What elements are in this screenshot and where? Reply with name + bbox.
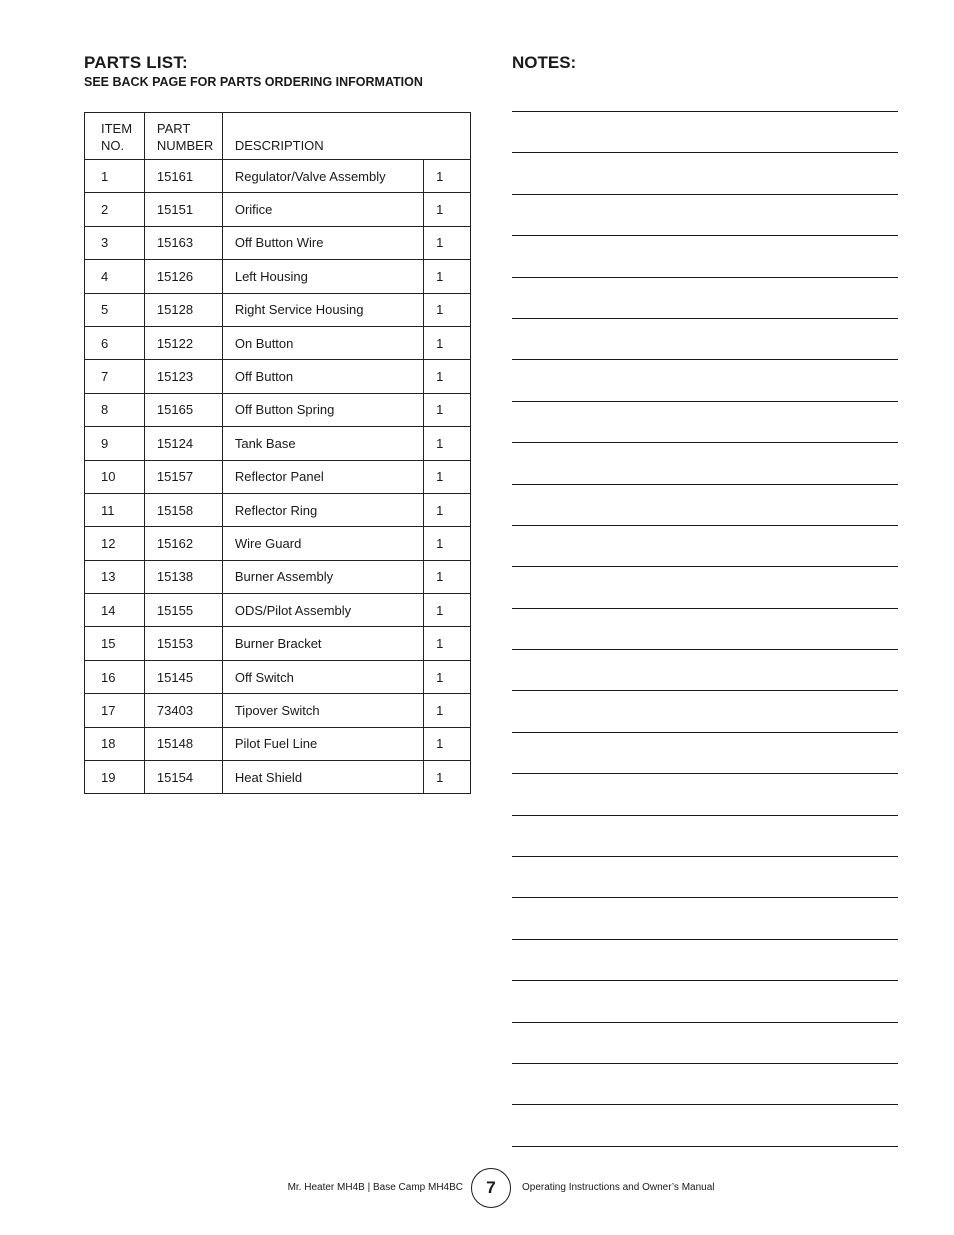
parts-list-title: PARTS LIST:: [84, 53, 188, 72]
cell-quantity: 1: [424, 160, 471, 193]
cell-quantity: 1: [424, 393, 471, 426]
note-line: [512, 856, 898, 857]
cell-quantity: 1: [424, 360, 471, 393]
note-line: [512, 980, 898, 981]
table-row: [85, 493, 471, 526]
cell-part-number: 15148: [144, 727, 222, 760]
note-line: [512, 152, 898, 153]
header-item-line2: NO.: [101, 138, 125, 153]
cell-quantity: 1: [424, 660, 471, 693]
cell-part-number: 15163: [144, 226, 222, 259]
table-row: [85, 260, 471, 293]
cell-quantity: 1: [424, 427, 471, 460]
table-row: [85, 427, 471, 460]
cell-item-no: 6: [85, 326, 145, 359]
table-row: [85, 460, 471, 493]
notes-title: NOTES:: [512, 53, 577, 72]
table-row: [85, 393, 471, 426]
table-row: [85, 193, 471, 226]
cell-part-number: 15123: [144, 360, 222, 393]
note-line: [512, 815, 898, 816]
cell-item-no: 14: [85, 594, 145, 627]
note-line: [512, 732, 898, 733]
header-description-label: DESCRIPTION: [234, 138, 324, 153]
note-line: [512, 525, 898, 526]
note-line: [512, 690, 898, 691]
cell-item-no: 5: [85, 293, 145, 326]
cell-description: Burner Assembly: [222, 560, 423, 593]
table-row: [85, 326, 471, 359]
note-line: [512, 1104, 898, 1105]
parts-list-subtitle: SEE BACK PAGE FOR PARTS ORDERING INFORMATION: [84, 75, 423, 89]
header-part-line1: PART: [156, 121, 191, 136]
cell-item-no: 2: [85, 193, 145, 226]
cell-description: Off Button: [222, 360, 423, 393]
cell-description: Left Housing: [222, 260, 423, 293]
cell-quantity: 1: [424, 326, 471, 359]
cell-item-no: 16: [85, 660, 145, 693]
note-line: [512, 359, 898, 360]
cell-quantity: 1: [424, 260, 471, 293]
note-line: [512, 401, 898, 402]
cell-part-number: 73403: [144, 694, 222, 727]
header-item-no: [85, 113, 145, 160]
cell-part-number: 15154: [144, 761, 222, 794]
cell-description: Off Button Spring: [222, 393, 423, 426]
table-row: [85, 560, 471, 593]
note-line: [512, 442, 898, 443]
cell-description: Tipover Switch: [222, 694, 423, 727]
table-row: [85, 360, 471, 393]
table-row: [85, 660, 471, 693]
table-row: [85, 527, 471, 560]
cell-part-number: 15153: [144, 627, 222, 660]
table-row: [85, 694, 471, 727]
cell-item-no: 17: [85, 694, 145, 727]
header-description: [222, 113, 470, 160]
cell-description: Off Switch: [222, 660, 423, 693]
cell-quantity: 1: [424, 527, 471, 560]
cell-description: Wire Guard: [222, 527, 423, 560]
table-row: [85, 761, 471, 794]
note-line: [512, 111, 898, 112]
cell-description: Reflector Panel: [222, 460, 423, 493]
cell-item-no: 18: [85, 727, 145, 760]
cell-quantity: 1: [424, 694, 471, 727]
table-row: [85, 594, 471, 627]
page-number: 7: [471, 1168, 511, 1208]
cell-item-no: 10: [85, 460, 145, 493]
cell-item-no: 11: [85, 493, 145, 526]
note-line: [512, 566, 898, 567]
cell-quantity: 1: [424, 627, 471, 660]
cell-description: Orifice: [222, 193, 423, 226]
cell-part-number: 15157: [144, 460, 222, 493]
table-row: [85, 226, 471, 259]
header-item-line1: ITEM: [101, 121, 133, 136]
cell-part-number: 15155: [144, 594, 222, 627]
note-line: [512, 484, 898, 485]
cell-item-no: 4: [85, 260, 145, 293]
cell-item-no: 1: [85, 160, 145, 193]
header-part-number: [144, 113, 222, 160]
page-footer: [0, 1168, 954, 1210]
cell-part-number: 15124: [144, 427, 222, 460]
cell-description: Pilot Fuel Line: [222, 727, 423, 760]
cell-quantity: 1: [424, 226, 471, 259]
note-line: [512, 318, 898, 319]
cell-item-no: 8: [85, 393, 145, 426]
cell-item-no: 3: [85, 226, 145, 259]
cell-description: Right Service Housing: [222, 293, 423, 326]
note-line: [512, 1022, 898, 1023]
cell-description: Off Button Wire: [222, 226, 423, 259]
note-line: [512, 235, 898, 236]
note-line: [512, 1063, 898, 1064]
note-line: [512, 194, 898, 195]
cell-part-number: 15128: [144, 293, 222, 326]
note-line: [512, 897, 898, 898]
note-line: [512, 277, 898, 278]
cell-description: On Button: [222, 326, 423, 359]
table-row: [85, 727, 471, 760]
parts-table-header-row: [85, 113, 471, 160]
cell-part-number: 15165: [144, 393, 222, 426]
cell-part-number: 15158: [144, 493, 222, 526]
table-row: [85, 160, 471, 193]
cell-description: ODS/Pilot Assembly: [222, 594, 423, 627]
cell-part-number: 15162: [144, 527, 222, 560]
cell-quantity: 1: [424, 293, 471, 326]
cell-item-no: 15: [85, 627, 145, 660]
cell-part-number: 15151: [144, 193, 222, 226]
cell-quantity: 1: [424, 193, 471, 226]
cell-part-number: 15138: [144, 560, 222, 593]
notes-lines: [512, 111, 898, 1187]
note-line: [512, 649, 898, 650]
cell-description: Reflector Ring: [222, 493, 423, 526]
note-line: [512, 939, 898, 940]
parts-table-body: [85, 160, 471, 794]
note-line: [512, 773, 898, 774]
cell-part-number: 15122: [144, 326, 222, 359]
cell-quantity: 1: [424, 594, 471, 627]
footer-product-name: Mr. Heater MH4B | Base Camp MH4BC: [287, 1182, 463, 1193]
cell-quantity: 1: [424, 460, 471, 493]
cell-quantity: 1: [424, 560, 471, 593]
cell-quantity: 1: [424, 727, 471, 760]
note-line: [512, 608, 898, 609]
cell-description: Regulator/Valve Assembly: [222, 160, 423, 193]
parts-table: [84, 112, 471, 794]
cell-description: Burner Bracket: [222, 627, 423, 660]
cell-part-number: 15126: [144, 260, 222, 293]
cell-part-number: 15161: [144, 160, 222, 193]
cell-item-no: 9: [85, 427, 145, 460]
header-part-line2: NUMBER: [156, 138, 214, 153]
cell-quantity: 1: [424, 761, 471, 794]
cell-part-number: 15145: [144, 660, 222, 693]
cell-item-no: 19: [85, 761, 145, 794]
table-row: [85, 627, 471, 660]
table-row: [85, 293, 471, 326]
footer-manual-title: Operating Instructions and Owner’s Manual: [522, 1182, 715, 1193]
cell-description: Heat Shield: [222, 761, 423, 794]
cell-item-no: 13: [85, 560, 145, 593]
note-line: [512, 1146, 898, 1147]
cell-quantity: 1: [424, 493, 471, 526]
cell-item-no: 12: [85, 527, 145, 560]
cell-description: Tank Base: [222, 427, 423, 460]
cell-item-no: 7: [85, 360, 145, 393]
